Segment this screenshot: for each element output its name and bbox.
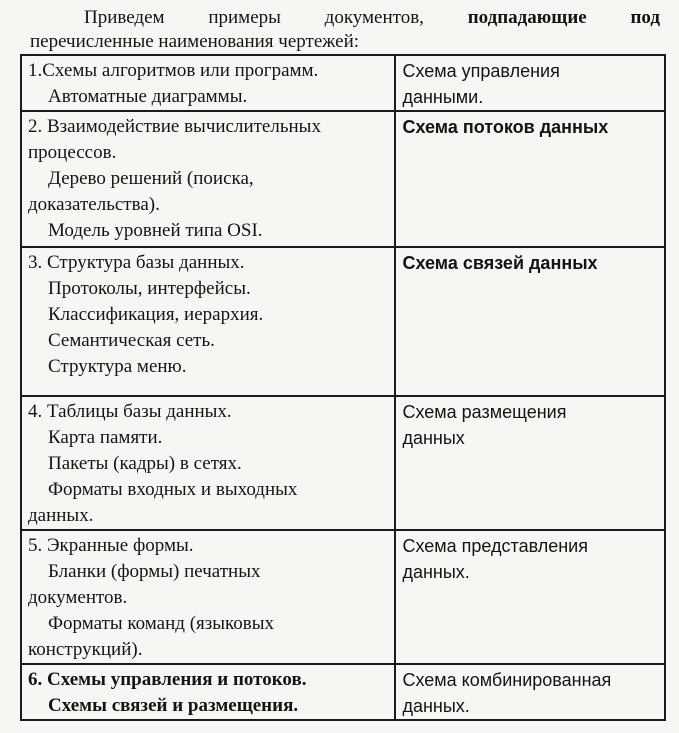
cell-line: данных.	[402, 562, 470, 582]
cell-line: процессов.	[28, 142, 117, 163]
cell-line: данных	[402, 428, 465, 448]
cell-line: Пакеты (кадры) в сетях.	[48, 453, 242, 474]
table-row	[21, 111, 665, 247]
cell-line: Протоколы, интерфейсы.	[48, 278, 251, 299]
cell-line: Схема комбинированная	[402, 670, 612, 690]
cell-line: Классификация, иерархия.	[48, 304, 264, 325]
row-2-examples-cell	[21, 111, 395, 247]
intro-word: подпадающие	[467, 7, 587, 28]
cell-line: Форматы команд (языковых	[48, 613, 275, 634]
cell-line: Структура меню.	[48, 356, 187, 377]
intro-line-1	[30, 6, 660, 30]
cell-line: Схема управления	[402, 61, 560, 81]
cell-line: Бланки (формы) печатных	[48, 561, 261, 582]
intro-word: Приведем	[84, 7, 165, 28]
cell-line: 3. Структура базы данных.	[28, 252, 245, 273]
cell-line: Схема размещения	[402, 402, 567, 422]
cell-line: данных.	[28, 505, 94, 526]
intro-word: под	[630, 7, 660, 28]
cell-line: данных.	[402, 696, 470, 716]
intro-word: примеры	[208, 7, 281, 28]
cell-line: 5. Экранные формы.	[28, 535, 194, 556]
row-4-examples-cell	[21, 396, 395, 530]
table-row	[21, 530, 665, 664]
cell-line: доказательства).	[28, 194, 160, 215]
cell-line: 6. Схемы управления и потоков.	[28, 669, 307, 690]
cell-line: Дерево решений (поиска,	[48, 168, 254, 189]
cell-line: Модель уровней типа OSI.	[48, 220, 263, 241]
cell-line: Схема потоков данных	[402, 117, 609, 137]
row-3-examples-cell	[21, 247, 395, 396]
row-5-drawing-name-cell	[395, 530, 665, 664]
drawings-table	[20, 54, 666, 721]
cell-line: конструкций).	[28, 639, 143, 660]
table-row	[21, 55, 665, 111]
row-1-examples-cell	[21, 55, 395, 111]
cell-line: документов.	[28, 587, 128, 608]
row-4-drawing-name-cell	[395, 396, 665, 530]
row-5-examples-cell	[21, 530, 395, 664]
table-row	[21, 664, 665, 720]
row-1-drawing-name-cell	[395, 55, 665, 111]
cell-line: Схема связей данных	[402, 253, 598, 273]
intro-word: документов,	[324, 7, 424, 28]
intro-line-2: перечисленные наименования чертежей:	[30, 31, 360, 52]
cell-line: Автоматные диаграммы.	[48, 86, 248, 107]
row-6-examples-cell	[21, 664, 395, 720]
cell-line: Форматы входных и выходных	[48, 479, 298, 500]
table-row	[21, 247, 665, 396]
cell-line: Карта памяти.	[48, 427, 163, 448]
cell-line: Схемы связей и размещения.	[48, 695, 299, 716]
cell-line: Семантическая сеть.	[48, 330, 215, 351]
cell-line: Схема представления	[402, 536, 588, 556]
intro-paragraph	[30, 6, 660, 54]
row-6-drawing-name-cell	[395, 664, 665, 720]
cell-line: данными.	[402, 87, 484, 107]
row-2-drawing-name-cell	[395, 111, 665, 247]
cell-line: 1.Схемы алгоритмов или программ.	[28, 60, 319, 81]
cell-line: 4. Таблицы базы данных.	[28, 401, 232, 422]
row-3-drawing-name-cell	[395, 247, 665, 396]
table-row	[21, 396, 665, 530]
cell-line: 2. Взаимодействие вычислительных	[28, 116, 321, 137]
